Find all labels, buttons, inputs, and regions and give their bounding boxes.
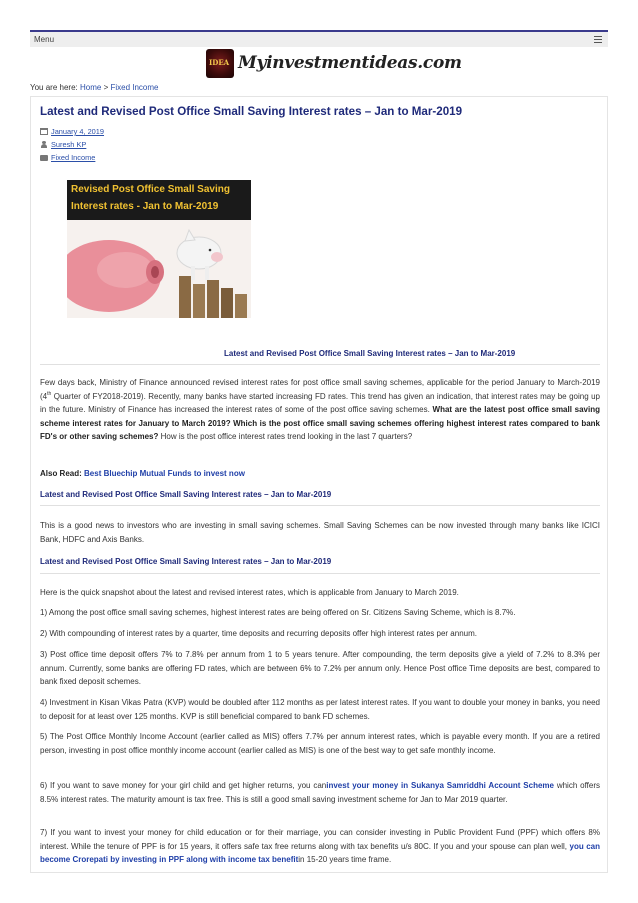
post-date[interactable]: January 4, 2019 — [51, 127, 105, 136]
featured-image-banner-line1: Revised Post Office Small Saving — [71, 184, 230, 195]
also-read-label: Also Read: — [40, 469, 82, 478]
menu-bar[interactable] — [30, 30, 608, 47]
site-name: Myinvestmentideas.com — [238, 53, 462, 73]
breadcrumb-home-link[interactable]: Home — [79, 83, 102, 92]
post-title[interactable]: Latest and Revised Post Office Small Saving Interest rates – Jan to Mar-2019 — [40, 105, 463, 118]
intro-text-1: Few days back, Ministry of Finance announced revised interest rates for post office small saving schemes, applicable for the period January to March-2019 (4 — [40, 378, 600, 401]
point-6-text-a: 6) If you want to save money for your girl child and get higher returns, you can — [40, 781, 327, 790]
post-author[interactable]: Suresh KP — [51, 140, 87, 149]
post-category-meta[interactable] — [40, 153, 95, 162]
breadcrumb-prefix: You are here: — [30, 83, 78, 92]
user-icon — [40, 141, 48, 148]
point-6 — [40, 779, 600, 806]
divider — [40, 505, 600, 506]
intro-superscript: th — [47, 390, 52, 397]
menu-label[interactable]: Menu — [34, 35, 55, 44]
intro-paragraph — [40, 376, 600, 444]
featured-image — [67, 180, 251, 318]
point-6-text-b: which offers 8.5% interest rates. The maturity amount is tax free. This is still a good small saving investment scheme for Jan to Mar 2019 quarter. — [40, 781, 600, 804]
logo-badge-icon — [206, 49, 234, 78]
point-7 — [40, 826, 600, 867]
hamburger-icon[interactable] — [594, 36, 602, 43]
featured-image-caption[interactable]: Latest and Revised Post Office Small Saving Interest rates – Jan to Mar-2019 — [224, 349, 516, 358]
point-7-text-b: in 15-20 years time frame. — [298, 855, 392, 865]
also-read — [40, 469, 245, 478]
paragraph-banks: This is a good news to investors who are investing in small saving schemes. Small Saving Schemes can be now invested through many banks like ICICI Bank, HDFC and Axis Banks. — [40, 521, 600, 544]
divider — [40, 364, 600, 365]
post-card — [30, 96, 608, 873]
point-3: 3) Post office time deposit offers 7% to 7.8% per annum from 1 to 5 years tenure. After compounding, the term deposits give a yield of 7.2% to 8.3% per annum. Currently, some banks are offering FD rates, which are between 6% to 7.2% per annum only. Hence Post office Time deposits are best, compared to bank fixed deposit schemes. — [40, 650, 600, 687]
post-category[interactable]: Fixed Income — [51, 153, 96, 162]
site-logo[interactable] — [206, 49, 462, 79]
breadcrumb-separator: > — [103, 83, 109, 92]
section-heading-2: Latest and Revised Post Office Small Saving Interest rates – Jan to Mar-2019 — [40, 557, 332, 566]
logo-badge-text: IDEA — [209, 58, 230, 67]
point-2: 2) With compounding of interest rates by a quarter, time deposits and recurring deposits offer high interest rates per annum. — [40, 629, 477, 638]
featured-image-banner-line2: Interest rates - Jan to Mar-2019 — [71, 201, 219, 212]
point-7-text-a: 7) If you want to invest your money for child education or for their marriage, you can consider investing in Public Provident Fund (PPF) which offers 8% interest. While the tenure of PPF is for 15 years, it offers safe tax free returns along with tax benefits u/s 80C. If you and your spouse can plan well, — [40, 828, 600, 851]
sukanya-samriddhi-link[interactable]: invest your money in Sukanya Samriddhi Account Scheme — [326, 781, 554, 790]
paragraph-snapshot: Here is the quick snapshot about the latest and revised interest rates, which is applicable from January to March 2019. — [40, 588, 459, 597]
also-read-link[interactable]: Best Bluechip Mutual Funds to invest now — [84, 469, 245, 478]
folder-icon — [40, 155, 48, 161]
breadcrumb — [30, 83, 159, 92]
divider — [40, 573, 600, 574]
intro-text-3: How is the post office interest rates trend looking in the last 7 quarters? — [158, 432, 413, 442]
section-heading-1: Latest and Revised Post Office Small Saving Interest rates – Jan to Mar-2019 — [40, 490, 332, 499]
breadcrumb-current-link[interactable]: Fixed Income — [110, 83, 159, 92]
point-5: 5) The Post Office Monthly Income Account (earlier called as MIS) offers 7.7% per annum interest rates, which is payable every month. If you are a retired person, investing in post office monthly income account (earlier called as MIS) is one of the best way to get safe monthly income. — [40, 732, 600, 755]
piggy-bank-illustration — [67, 180, 251, 318]
point-1: 1) Among the post office small saving schemes, highest interest rates are being offered on Sr. Citizens Saving Scheme, which is 8.7%. — [40, 608, 516, 617]
page — [30, 0, 608, 903]
post-author-meta[interactable] — [40, 140, 86, 149]
intro-text-2: Quarter of FY2018-2019). Recently, many banks have started increasing FD rates. This trend has given an indication, that interest rates may be going up in the future. Ministry of Finance has increased the interest rates of some of the post office saving schemes. — [40, 391, 600, 415]
post-date-meta[interactable] — [40, 127, 104, 136]
point-4: 4) Investment in Kisan Vikas Patra (KVP) would be doubled after 112 months as per latest interest rates. If you want to double your money in banks, you need to deposit for at least over 125 months. KVP is still beneficial compared to bank FD schemes. — [40, 698, 600, 721]
calendar-icon — [40, 128, 48, 135]
intro-bold-question: What are the latest post office small saving scheme interest rates for January to March 2019? Which is the post office small saving schemes offering highest interest rates compared to bank FD's or other saving schemes? — [40, 405, 601, 442]
ppf-crorepati-link[interactable]: you can become Crorepati by investing in PPF along with income tax benefit — [40, 841, 600, 865]
